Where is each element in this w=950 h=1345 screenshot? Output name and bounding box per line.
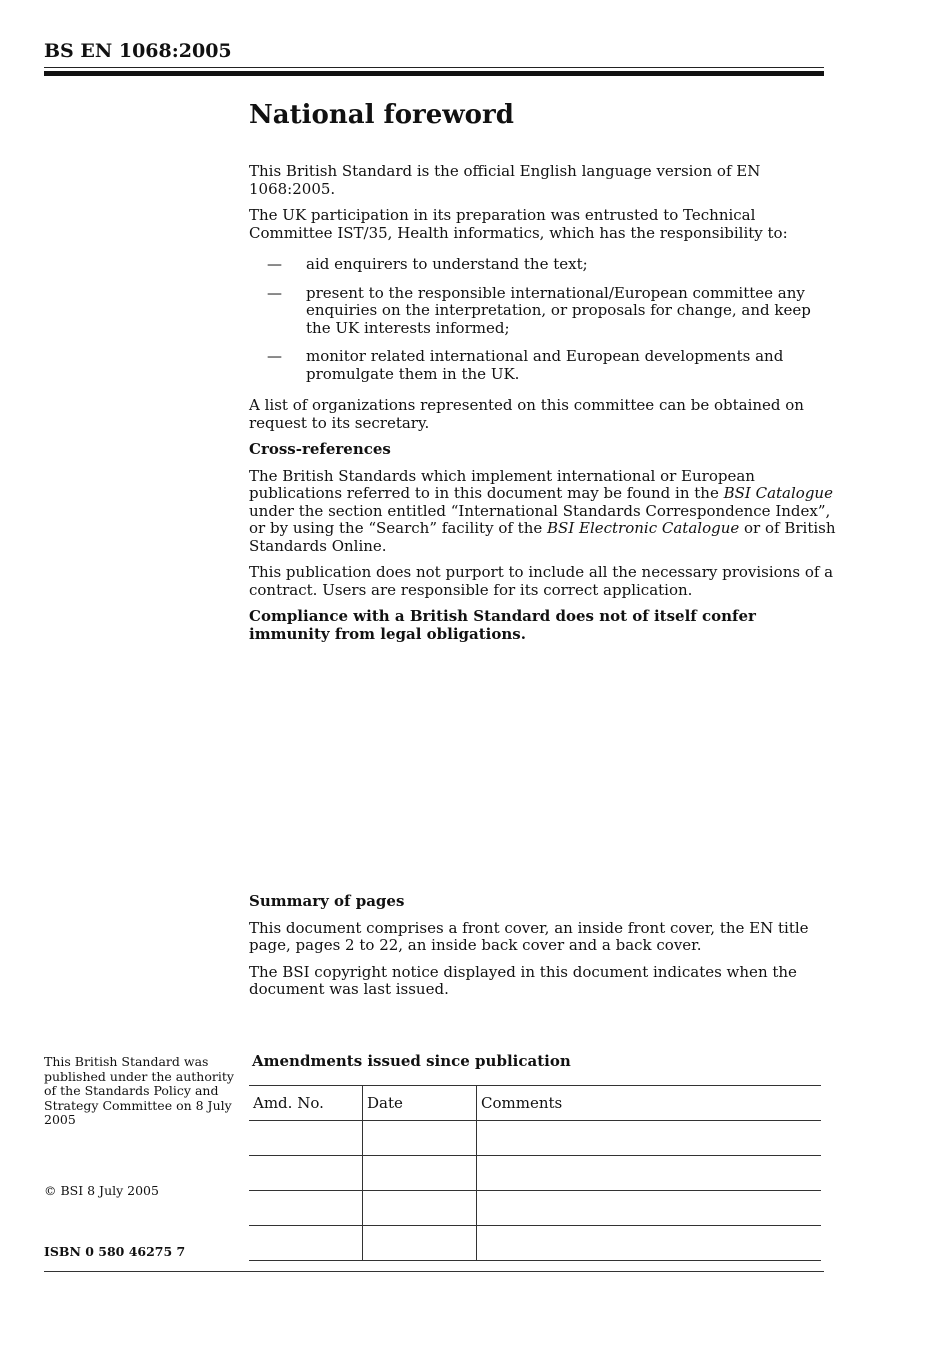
authority-note: This British Standard was published under the authority of the Standards Policy and Strategy Committee on 8 July 2005: [44, 1054, 234, 1127]
cross-references-heading: Cross-references: [249, 440, 391, 458]
isbn: ISBN 0 580 46275 7: [44, 1244, 186, 1259]
intro-paragraph-1: This British Standard is the official English language version of EN 1068:2005.: [249, 162, 761, 198]
table-row: [249, 1156, 821, 1191]
dash-marker: —: [267, 347, 282, 365]
amendments-title: Amendments issued since publication: [252, 1052, 571, 1070]
table-row: [249, 1121, 821, 1156]
header-rule-thin: [44, 67, 824, 68]
summary-heading: Summary of pages: [249, 892, 405, 910]
summary-paragraph-1: This document comprises a front cover, an inside front cover, the EN title page, pages 2 to 22, an inside back cover and a back cover.: [249, 918, 809, 954]
cross-references-paragraph: The British Standards which implement international or European publications referred to in this document may be found in the BSI Catalogue under the section entitled “International Standards Correspondence Index”, or by using the “Search” facility of the BSI Electronic Catalogue or of British Standards Online.: [249, 466, 836, 555]
header-rule-thick: [44, 71, 824, 76]
foreword-body: [249, 163, 839, 652]
amendments-table: [249, 1085, 821, 1261]
intro-paragraph-2: The UK participation in its preparation was entrusted to Technical Committee IST/35, Health informatics, which has the responsibility to:: [249, 206, 788, 242]
summary-paragraph-2: The BSI copyright notice displayed in this document indicates when the document was last issued.: [249, 962, 797, 998]
table-header-row: [249, 1086, 821, 1121]
document-id: BS EN 1068:2005: [44, 40, 232, 62]
table-row: [249, 1191, 821, 1226]
column-header-amd-no: Amd. No.: [249, 1086, 363, 1121]
column-header-comments: Comments: [477, 1086, 822, 1121]
summary-of-pages: [249, 893, 839, 1008]
dash-marker: —: [267, 283, 282, 302]
compliance-statement: Compliance with a British Standard does not of itself confer immunity from legal obligations.: [249, 607, 756, 643]
copyright-note: © BSI 8 July 2005: [44, 1183, 159, 1198]
table-row: [249, 1226, 821, 1261]
list-item: — aid enquirers to understand the text;: [267, 255, 588, 273]
list-item: — monitor related international and European developments and promulgate them in the UK.: [267, 347, 784, 383]
responsibility-list: [249, 256, 839, 383]
column-header-date: Date: [363, 1086, 477, 1121]
dash-marker: —: [267, 255, 282, 273]
organizations-paragraph: A list of organizations represented on this committee can be obtained on request to its secretary.: [249, 396, 804, 432]
page-title: National foreword: [249, 100, 514, 130]
footer-rule: [44, 1271, 824, 1272]
provisions-paragraph: This publication does not purport to include all the necessary provisions of a contract. Users are responsible for its correct application.: [249, 563, 834, 599]
list-item: — present to the responsible international/European committee any enquiries on the interpretation, or proposals for change, and keep the UK interests informed;: [267, 283, 811, 337]
